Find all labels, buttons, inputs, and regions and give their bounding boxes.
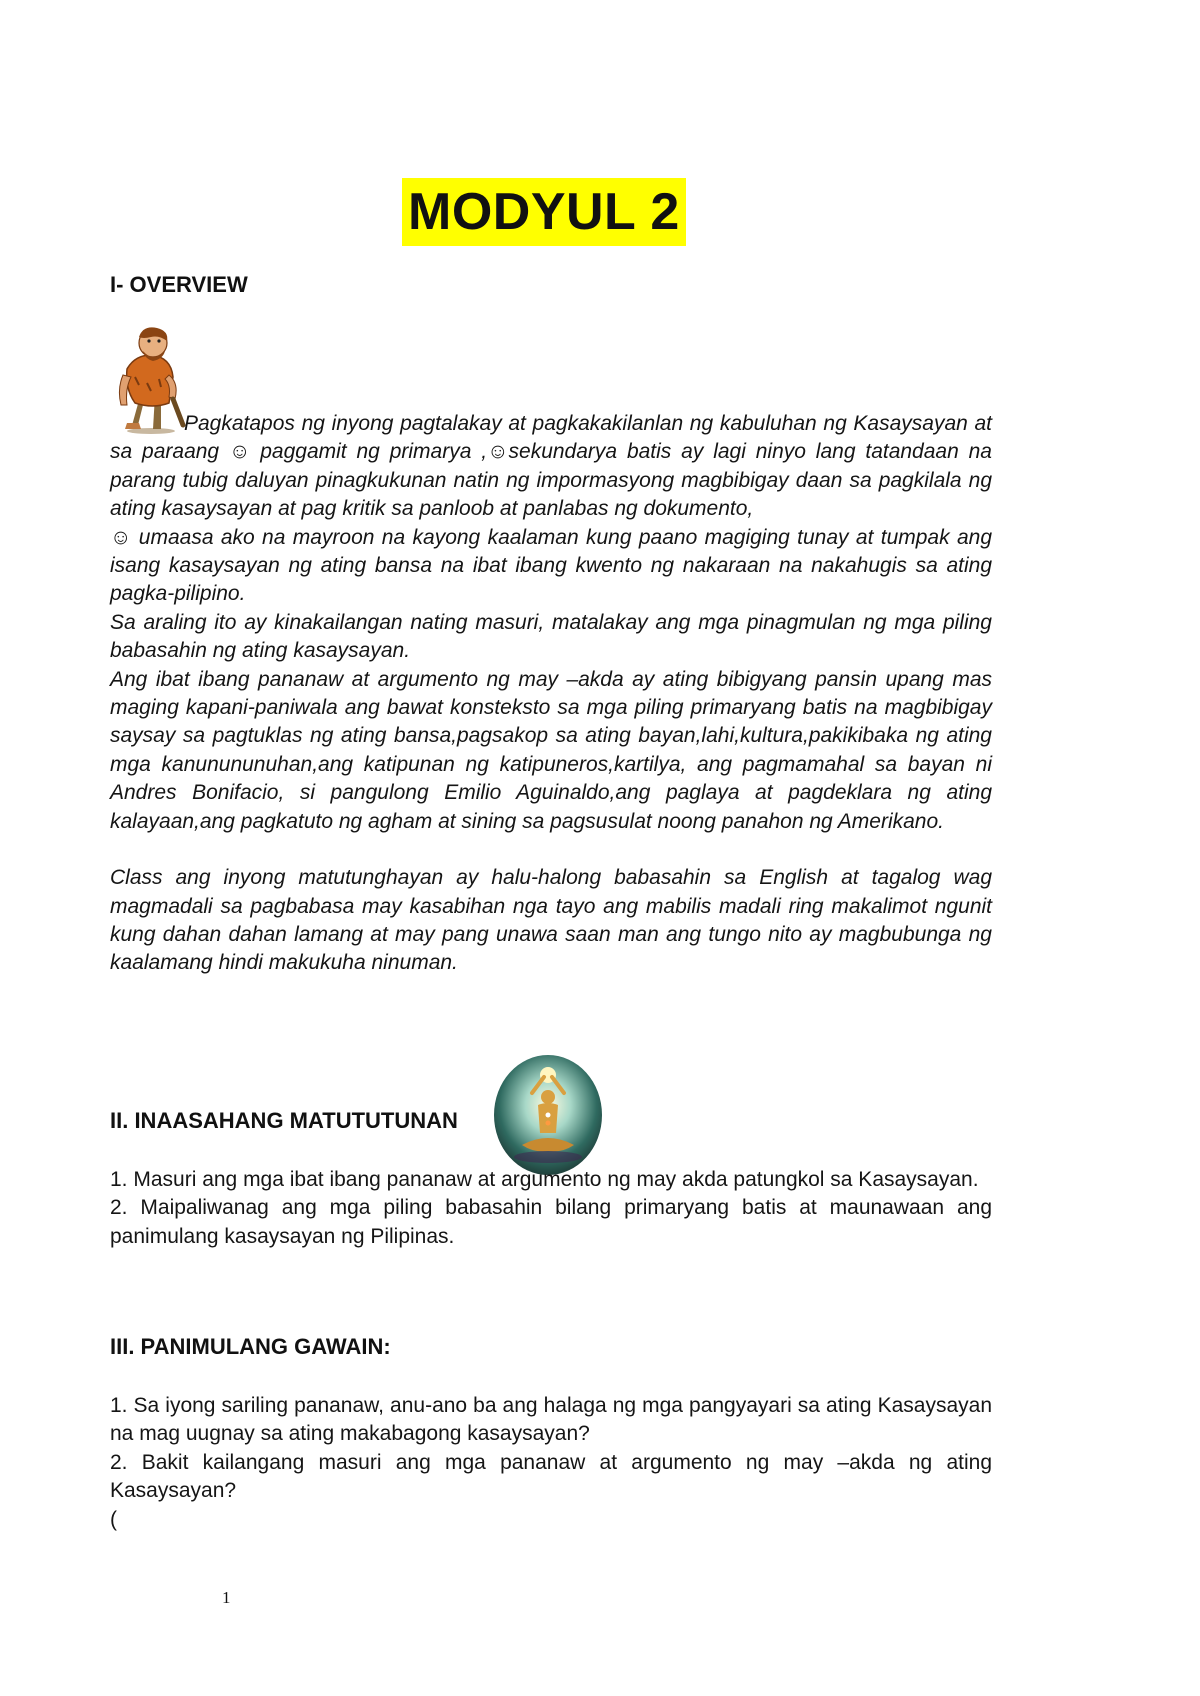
overview-paragraph: Class ang inyong matutunghayan ay halu-halong babasahin sa English at tagalog wag magmadali sa pagbabasa may kasabihan nga tayo ang mabilis madali ring makalimot ngunit kung dahan dahan lamang at may pang unawa saan man ang tungo nito ay magbubunga ng kaalamang hindi makukuha ninuman. [110, 866, 992, 975]
list-item: 1. Masuri ang mga ibat ibang pananaw at argumento ng may akda patungkol sa Kasaysayan. [110, 1168, 979, 1191]
list-item: ( [110, 1507, 117, 1531]
objectives-heading: II. INAASAHANG MATUTUTUNAN [110, 1108, 458, 1133]
overview-paragraph: ☺ umaasa ako na mayroon na kayong kaalaman kung paano magiging tunay at tumpak ang isang kasaysayan ng ating bansa na ibat ibang kwento ng nakaraan na nakahugis sa ating pagka-pilipino. [110, 525, 992, 606]
list-item: 2. Maipaliwanag ang mga piling babasahin bilang primaryang batis at maunawaan ang panimulang kasaysayan ng Pilipinas. [110, 1196, 992, 1248]
module-title: MODYUL 2 [402, 178, 686, 246]
meditation-illustration [492, 1053, 604, 1177]
overview-heading: I- OVERVIEW [110, 272, 248, 297]
list-item: 1. Sa iyong sariling pananaw, anu-ano ba ang halaga ng mga pangyayari sa ating Kasaysayan na mag uugnay sa ating makabagong kasaysayan? [110, 1394, 992, 1446]
overview-body [110, 410, 992, 978]
page-number: 1 [222, 1588, 231, 1607]
activity-list [110, 1392, 992, 1534]
objectives-list [110, 1166, 992, 1251]
overview-paragraph: Ang ibat ibang pananaw at argumento ng may –akda ay ating bibigyang pansin upang mas maging kapani-paniwala ang bawat konsteksto sa mga piling primaryang batis na magbibigay saysay sa pagtuklas ng ating bansa,pagsakop sa ating bayan,lahi,kultura,pakikibaka ng ating mga kanunununuhan,ang katipunan ng katipuneros,kartilya, ang pagmamahal sa bayan ni Andres Bonifacio, si pangulong Emilio Aguinaldo,ang paglaya at pagdeklara ng ating kalayaan,ang pagkatuto ng agham at sining sa pagsusulat noong panahon ng Amerikano. [110, 667, 992, 833]
activity-heading: III. PANIMULANG GAWAIN: [110, 1334, 391, 1359]
list-item: 2. Bakit kailangang masuri ang mga pananaw at argumento ng may –akda ng ating Kasaysayan? [110, 1450, 992, 1503]
overview-paragraph: Pagkatapos ng inyong pagtalakay at pagkakakilanlan ng kabuluhan ng Kasaysayan at sa paraang ☺ paggamit ng primarya ,☺sekundarya batis ay lagi ninyo lang tatandaan na parang tubig daluyan pinagkukunan natin ng impormasyong magbibigay daan sa pagkilala ng ating kasaysayan at pag kritik sa panloob at panlabas ng dokumento, [110, 412, 992, 521]
overview-paragraph: Sa araling ito ay kinakailangan nating masuri, matalakay ang mga pinagmulan ng mga piling babasahin ng ating kasaysayan. [110, 610, 992, 663]
